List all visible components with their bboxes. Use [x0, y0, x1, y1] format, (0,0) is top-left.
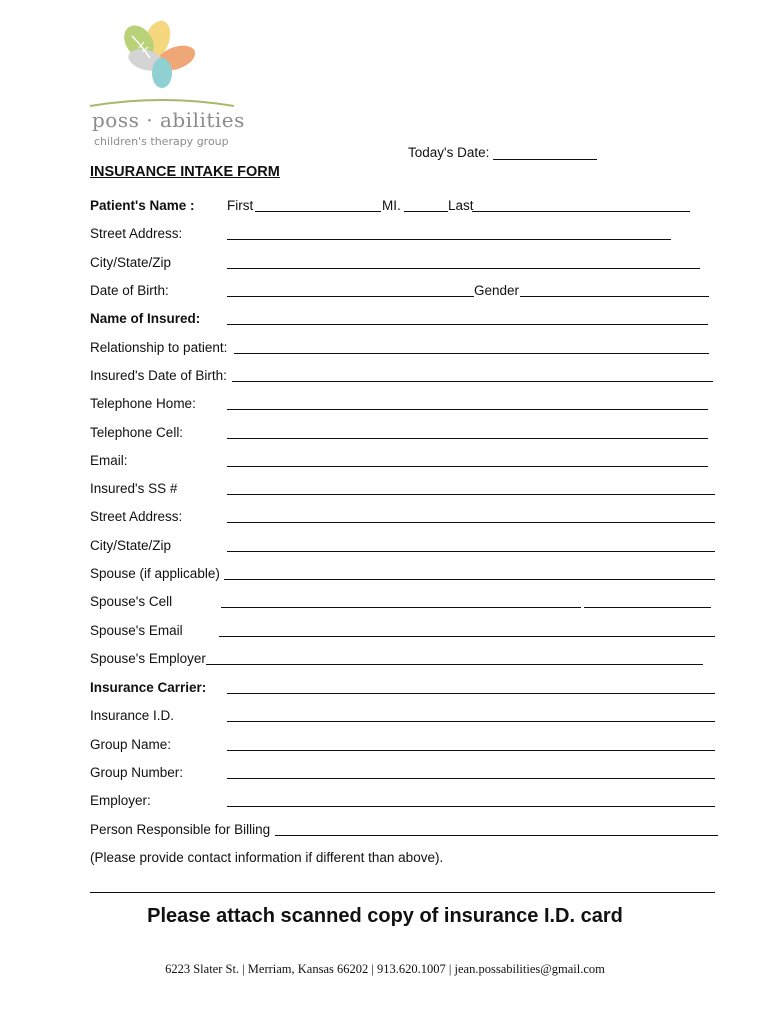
dob-field[interactable] — [227, 296, 474, 297]
first-name-label: First — [227, 198, 254, 213]
spouse-email-field[interactable] — [219, 636, 715, 637]
last-name-field[interactable] — [472, 211, 690, 212]
contact-info-field[interactable] — [90, 892, 715, 893]
logo-flower-icon — [84, 18, 204, 98]
city-state-zip-field[interactable] — [227, 268, 700, 269]
insured-city-state-zip-label: City/State/Zip — [90, 538, 172, 553]
telephone-cell-label: Telephone Cell: — [90, 425, 184, 440]
group-name-label: Group Name: — [90, 737, 172, 752]
contact-info-note: (Please provide contact information if different than above). — [90, 850, 444, 865]
street-address-label: Street Address: — [90, 226, 183, 241]
brand-name: poss · abilities — [92, 108, 245, 132]
insured-ss-field[interactable] — [227, 494, 715, 495]
insured-street-address-label: Street Address: — [90, 509, 183, 524]
telephone-home-label: Telephone Home: — [90, 396, 196, 411]
todays-date-label: Today's Date: — [408, 145, 490, 160]
last-name-label: Last — [448, 198, 474, 213]
group-number-label: Group Number: — [90, 765, 184, 780]
insurance-id-label: Insurance I.D. — [90, 708, 175, 723]
city-state-zip-label: City/State/Zip — [90, 255, 172, 270]
spouse-label: Spouse (if applicable) — [90, 566, 220, 581]
email-label: Email: — [90, 453, 128, 468]
insurance-id-field[interactable] — [227, 721, 715, 722]
insured-dob-field[interactable] — [232, 381, 713, 382]
attach-id-card-notice: Please attach scanned copy of insurance I.D. card — [147, 905, 623, 927]
insurance-carrier-field[interactable] — [227, 693, 715, 694]
spouse-cell-label: Spouse's Cell — [90, 594, 173, 609]
insured-dob-label: Insured's Date of Birth: — [90, 368, 227, 383]
todays-date-field[interactable] — [493, 159, 597, 160]
brand-arc-divider — [88, 96, 236, 108]
form-title: INSURANCE INTAKE FORM — [90, 164, 280, 180]
relationship-field[interactable] — [234, 353, 709, 354]
brand-tagline: children's therapy group — [94, 135, 229, 148]
group-name-field[interactable] — [227, 750, 715, 751]
spouse-field[interactable] — [224, 579, 715, 580]
spouse-employer-label: Spouse's Employer — [90, 651, 206, 666]
dob-label: Date of Birth: — [90, 283, 169, 298]
name-of-insured-label: Name of Insured: — [90, 311, 201, 326]
middle-initial-label: MI. — [382, 198, 401, 213]
email-field[interactable] — [227, 466, 708, 467]
spouse-cell-extension-field[interactable] — [584, 607, 711, 608]
spouse-cell-field[interactable] — [221, 607, 581, 608]
middle-initial-field[interactable] — [404, 211, 448, 212]
person-responsible-label: Person Responsible for Billing — [90, 822, 271, 837]
name-of-insured-field[interactable] — [227, 324, 708, 325]
gender-field[interactable] — [520, 296, 709, 297]
insured-street-address-field[interactable] — [227, 522, 715, 523]
insured-city-state-zip-field[interactable] — [227, 551, 715, 552]
employer-field[interactable] — [227, 806, 715, 807]
spouse-employer-field[interactable] — [206, 664, 703, 665]
employer-label: Employer: — [90, 793, 151, 808]
footer-contact: 6223 Slater St. | Merriam, Kansas 66202 | 913.620.1007 | jean.possabilities@gmail.com — [165, 962, 605, 976]
telephone-cell-field[interactable] — [227, 438, 708, 439]
insured-ss-label: Insured's SS # — [90, 481, 178, 496]
insurance-carrier-label: Insurance Carrier: — [90, 680, 207, 695]
person-responsible-field[interactable] — [275, 835, 718, 836]
patient-name-label: Patient's Name : — [90, 198, 195, 213]
telephone-home-field[interactable] — [227, 409, 708, 410]
first-name-field[interactable] — [255, 211, 381, 212]
relationship-label: Relationship to patient: — [90, 340, 228, 355]
group-number-field[interactable] — [227, 778, 715, 779]
street-address-field[interactable] — [227, 239, 671, 240]
gender-label: Gender — [474, 283, 520, 298]
spouse-email-label: Spouse's Email — [90, 623, 183, 638]
